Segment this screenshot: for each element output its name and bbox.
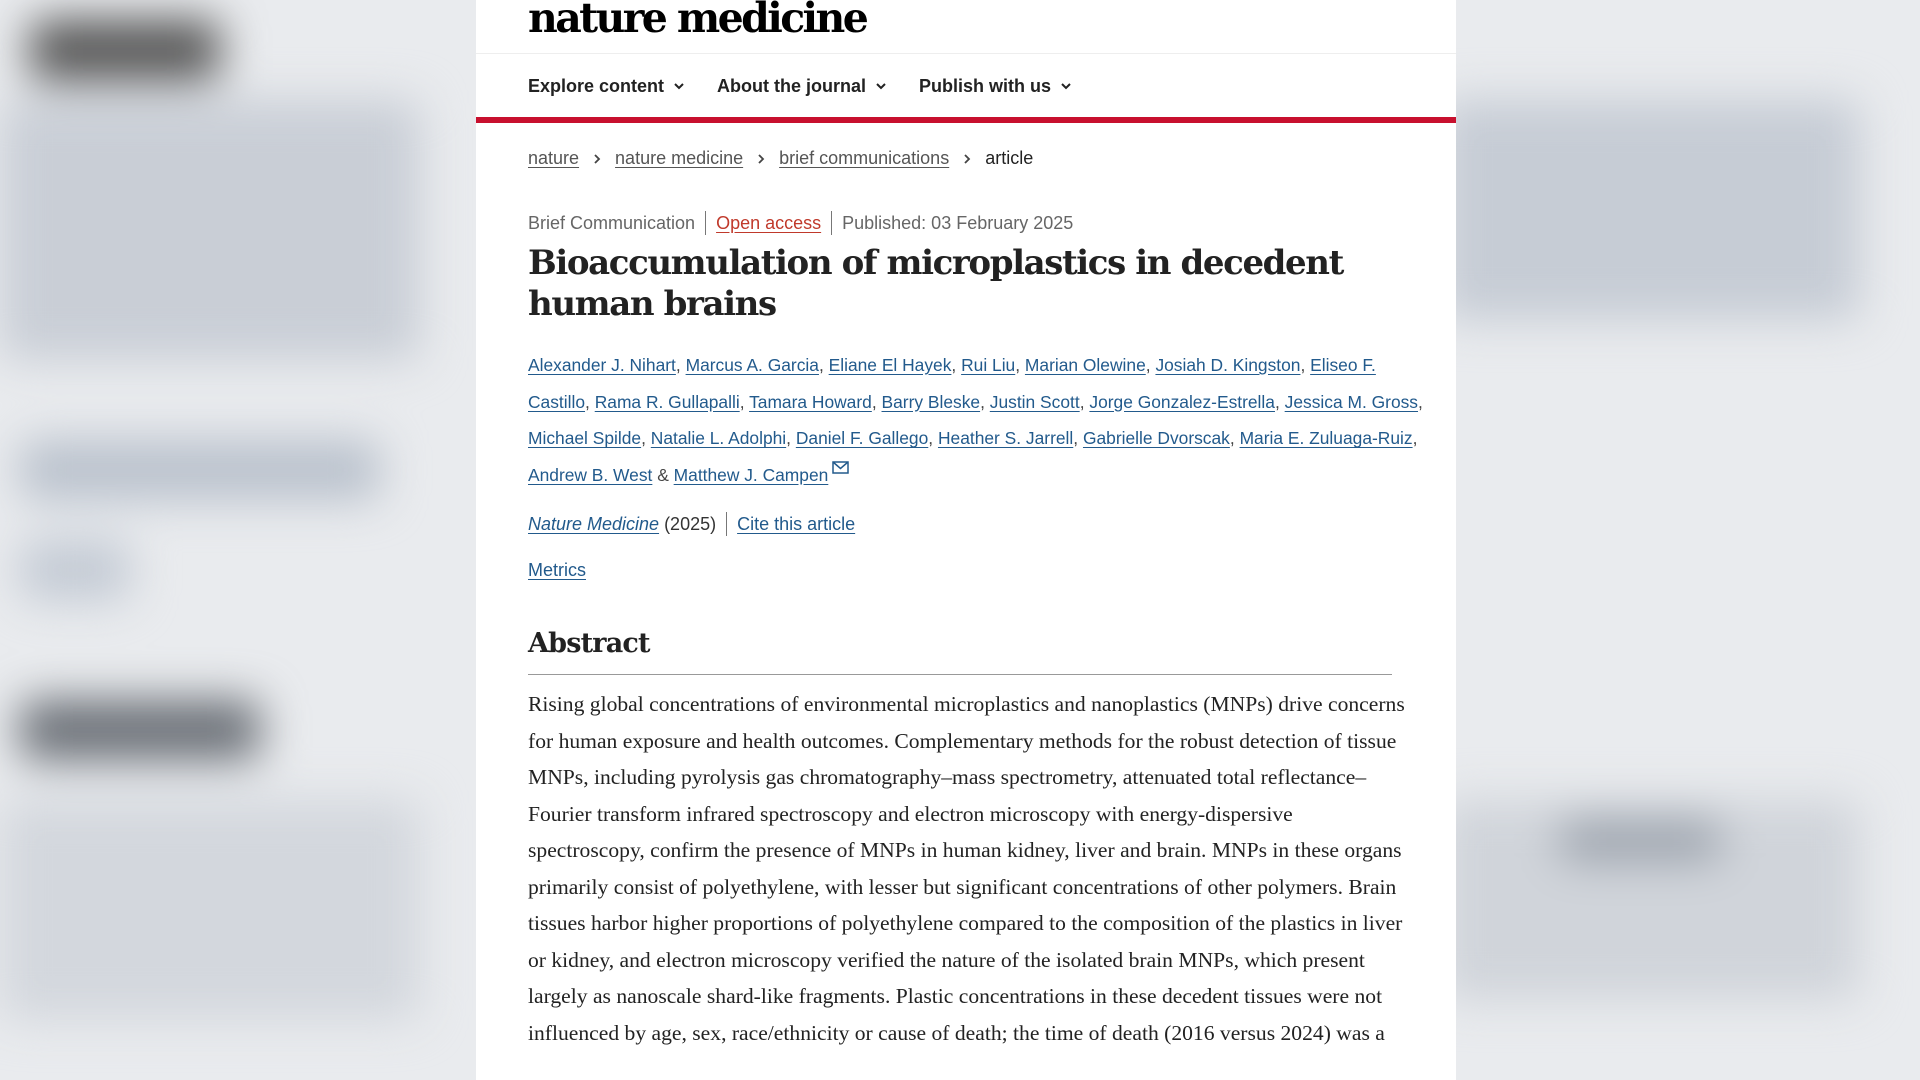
nav-label: About the journal	[717, 75, 867, 96]
abstract-heading: Abstract	[528, 628, 650, 659]
nav-publish-with-us[interactable]	[919, 74, 1073, 98]
breadcrumb	[528, 148, 1033, 169]
author-joiner: &	[657, 464, 669, 485]
author-link[interactable]: Michael Spilde	[528, 428, 642, 449]
author-link[interactable]: Daniel F. Gallego	[795, 428, 929, 449]
nav-explore-content[interactable]	[528, 74, 686, 98]
article-page	[476, 0, 1456, 1080]
main-nav	[528, 74, 1073, 98]
publication-year: (2025)	[664, 513, 717, 534]
article-type: Brief Communication	[528, 212, 696, 233]
author-separator: ,	[818, 355, 824, 375]
author-link[interactable]: Eliseo F. Castillo	[528, 355, 1376, 412]
author-separator: ,	[1418, 391, 1423, 412]
mail-icon[interactable]	[832, 461, 849, 474]
author-link[interactable]: Natalie L. Adolphi	[650, 428, 787, 449]
chevron-right-icon	[755, 153, 767, 165]
meta-divider	[831, 211, 832, 235]
abstract-text: Rising global concentrations of environmental microplastics and nanoplastics (MNPs) drive concerns for human exposure and health outcomes. Complementary methods for the robust detection of tissue MNPs, including pyrolysis gas chromatography–mass spectrometry, attenuated total reflectance–Fourier transform infrared spectroscopy and electron microscopy with energy-dispersive spectroscopy, confirm the presence of MNPs in human kidney, liver and brain. MNPs in these organs primarily consist of polyethylene, with lesser but significant concentrations of other polymers. Brain tissues harbor higher proportions of polyethylene compared to the composition of the plastics in liver or kidney, and electron microscopy verified the nature of the isolated brain MNPs, which present largely as nanoscale shard-like fragments. Plastic concentrations in these decedent tissues were not influenced by age, sex, race/ethnicity or cause of death; the time of death (2016 versus 2024) was a	[528, 692, 1405, 1045]
citation-divider	[726, 512, 727, 536]
author-separator: ,	[786, 428, 791, 449]
background-shape	[1560, 820, 1720, 860]
author-separator: ,	[1145, 355, 1151, 375]
author-separator: ,	[1274, 391, 1280, 412]
author-link[interactable]: Barry Bleske	[881, 391, 981, 412]
author-separator: ,	[1412, 428, 1418, 449]
brand-bar	[476, 117, 1456, 123]
author-link[interactable]: Gabrielle Dvorscak	[1082, 428, 1230, 449]
author-separator: ,	[1015, 355, 1021, 375]
author-link[interactable]: Jessica M. Gross	[1284, 391, 1419, 412]
author-link[interactable]: Justin Scott	[989, 391, 1080, 412]
author-separator: ,	[1300, 355, 1306, 375]
author-separator: ,	[1079, 391, 1085, 412]
author-link[interactable]: Maria E. Zuluaga-Ruiz	[1239, 428, 1413, 449]
author-link[interactable]: Heather S. Jarrell	[937, 428, 1074, 449]
breadcrumb-current: article	[985, 148, 1034, 168]
chevron-down-icon	[874, 79, 888, 93]
nav-label: Explore content	[528, 75, 665, 96]
citation-line	[528, 512, 855, 536]
background-shape	[20, 540, 130, 600]
author-separator: ,	[1229, 428, 1235, 449]
author-link[interactable]: Jorge Gonzalez-Estrella	[1089, 391, 1275, 412]
author-separator: ,	[675, 355, 681, 375]
breadcrumb-nature[interactable]: nature	[528, 148, 580, 168]
background-shape	[1440, 100, 1860, 320]
author-separator: ,	[871, 391, 877, 412]
breadcrumb-brief-communications[interactable]: brief communications	[779, 148, 950, 168]
abstract-divider	[528, 674, 1392, 675]
meta-divider	[705, 211, 706, 235]
metrics-link[interactable]: Metrics	[528, 560, 586, 580]
nav-label: Publish with us	[919, 75, 1052, 96]
author-separator: ,	[739, 391, 745, 412]
author-link[interactable]: Rama R. Gullapalli	[594, 391, 740, 412]
author-separator: ,	[585, 391, 590, 412]
author-link[interactable]: Marian Olewine	[1024, 355, 1146, 375]
chevron-right-icon	[591, 153, 603, 165]
journal-link[interactable]: Nature Medicine	[528, 513, 660, 534]
author-link[interactable]: Eliane El Hayek	[828, 355, 952, 375]
author-link[interactable]: Alexander J. Nihart	[528, 355, 676, 375]
journal-logo[interactable]: nature medicine	[528, 0, 867, 42]
author-list	[528, 347, 1428, 493]
published-date: Published: 03 February 2025	[842, 212, 1074, 233]
chevron-right-icon	[961, 153, 973, 165]
breadcrumb-nature-medicine[interactable]: nature medicine	[615, 148, 744, 168]
background-shape	[0, 100, 420, 360]
article-title: Bioaccumulation of microplastics in decedent human brains	[528, 243, 1343, 324]
background-shape	[20, 440, 380, 500]
author-link[interactable]: Josiah D. Kingston	[1155, 355, 1301, 375]
article-meta	[528, 211, 1073, 235]
open-access-link[interactable]: Open access	[716, 212, 822, 233]
author-link[interactable]: Tamara Howard	[749, 391, 872, 412]
author-separator: ,	[1073, 428, 1079, 449]
author-separator: ,	[641, 428, 646, 449]
background-shape	[0, 800, 420, 1020]
author-separator: ,	[980, 391, 985, 412]
metrics-section	[528, 560, 586, 581]
author-link[interactable]: Andrew B. West	[528, 464, 653, 485]
background-shape	[30, 20, 220, 80]
author-separator: ,	[928, 428, 934, 449]
nav-about-journal[interactable]	[717, 74, 888, 98]
author-link[interactable]: Matthew J. Campen	[673, 464, 829, 485]
site-header	[476, 0, 1456, 54]
author-link[interactable]: Rui Liu	[961, 355, 1016, 375]
chevron-down-icon	[1059, 79, 1073, 93]
author-link[interactable]: Marcus A. Garcia	[685, 355, 819, 375]
chevron-down-icon	[672, 79, 686, 93]
author-separator: ,	[951, 355, 957, 375]
cite-article-link[interactable]: Cite this article	[737, 513, 856, 534]
background-shape	[20, 700, 260, 760]
